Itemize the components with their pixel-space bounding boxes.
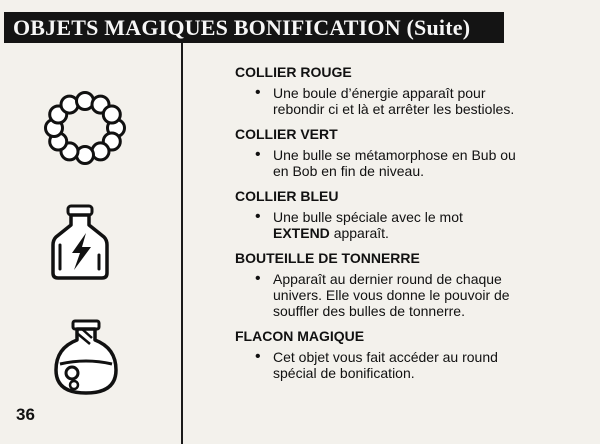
section-heading: BOUTEILLE DE TONNERRE <box>235 250 420 266</box>
necklace-bead <box>103 106 120 123</box>
section-description: • Une boule d’énergie apparaît pour rebondir ci et là et arrêter les bestioles. <box>235 85 525 117</box>
magic-flask-icon <box>50 318 122 398</box>
section-bouteille-tonnerre <box>235 249 525 319</box>
section-collier-vert <box>235 125 525 179</box>
extend-keyword: EXTEND <box>273 225 330 241</box>
item-descriptions <box>235 63 525 389</box>
section-heading: COLLIER BLEU <box>235 188 339 204</box>
page-title: OBJETS MAGIQUES BONIFICATION (Suite) <box>4 12 504 43</box>
section-description: • Cet objet vous fait accéder au round spécial de bonification. <box>235 349 525 381</box>
section-flacon-magique <box>235 327 525 381</box>
section-heading: COLLIER VERT <box>235 126 338 142</box>
necklace-icon <box>38 88 132 168</box>
section-collier-bleu <box>235 187 525 241</box>
text-before: Une bulle spéciale avec le mot <box>273 209 463 225</box>
section-description <box>235 209 525 241</box>
section-heading: COLLIER ROUGE <box>235 64 352 80</box>
section-heading: FLACON MAGIQUE <box>235 328 365 344</box>
thunder-bottle-icon <box>47 203 113 281</box>
section-description: • Apparaît au dernier round de chaque univers. Elle vous donne le pouvoir de souffler des bulles de tonnerre. <box>235 271 525 319</box>
column-divider <box>181 43 183 444</box>
section-collier-rouge <box>235 63 525 117</box>
section-description: • Une bulle se métamorphose en Bub ou en Bob en fin de niveau. <box>235 147 525 179</box>
page-number: 36 <box>16 405 35 424</box>
text-after: apparaît. <box>333 225 389 241</box>
